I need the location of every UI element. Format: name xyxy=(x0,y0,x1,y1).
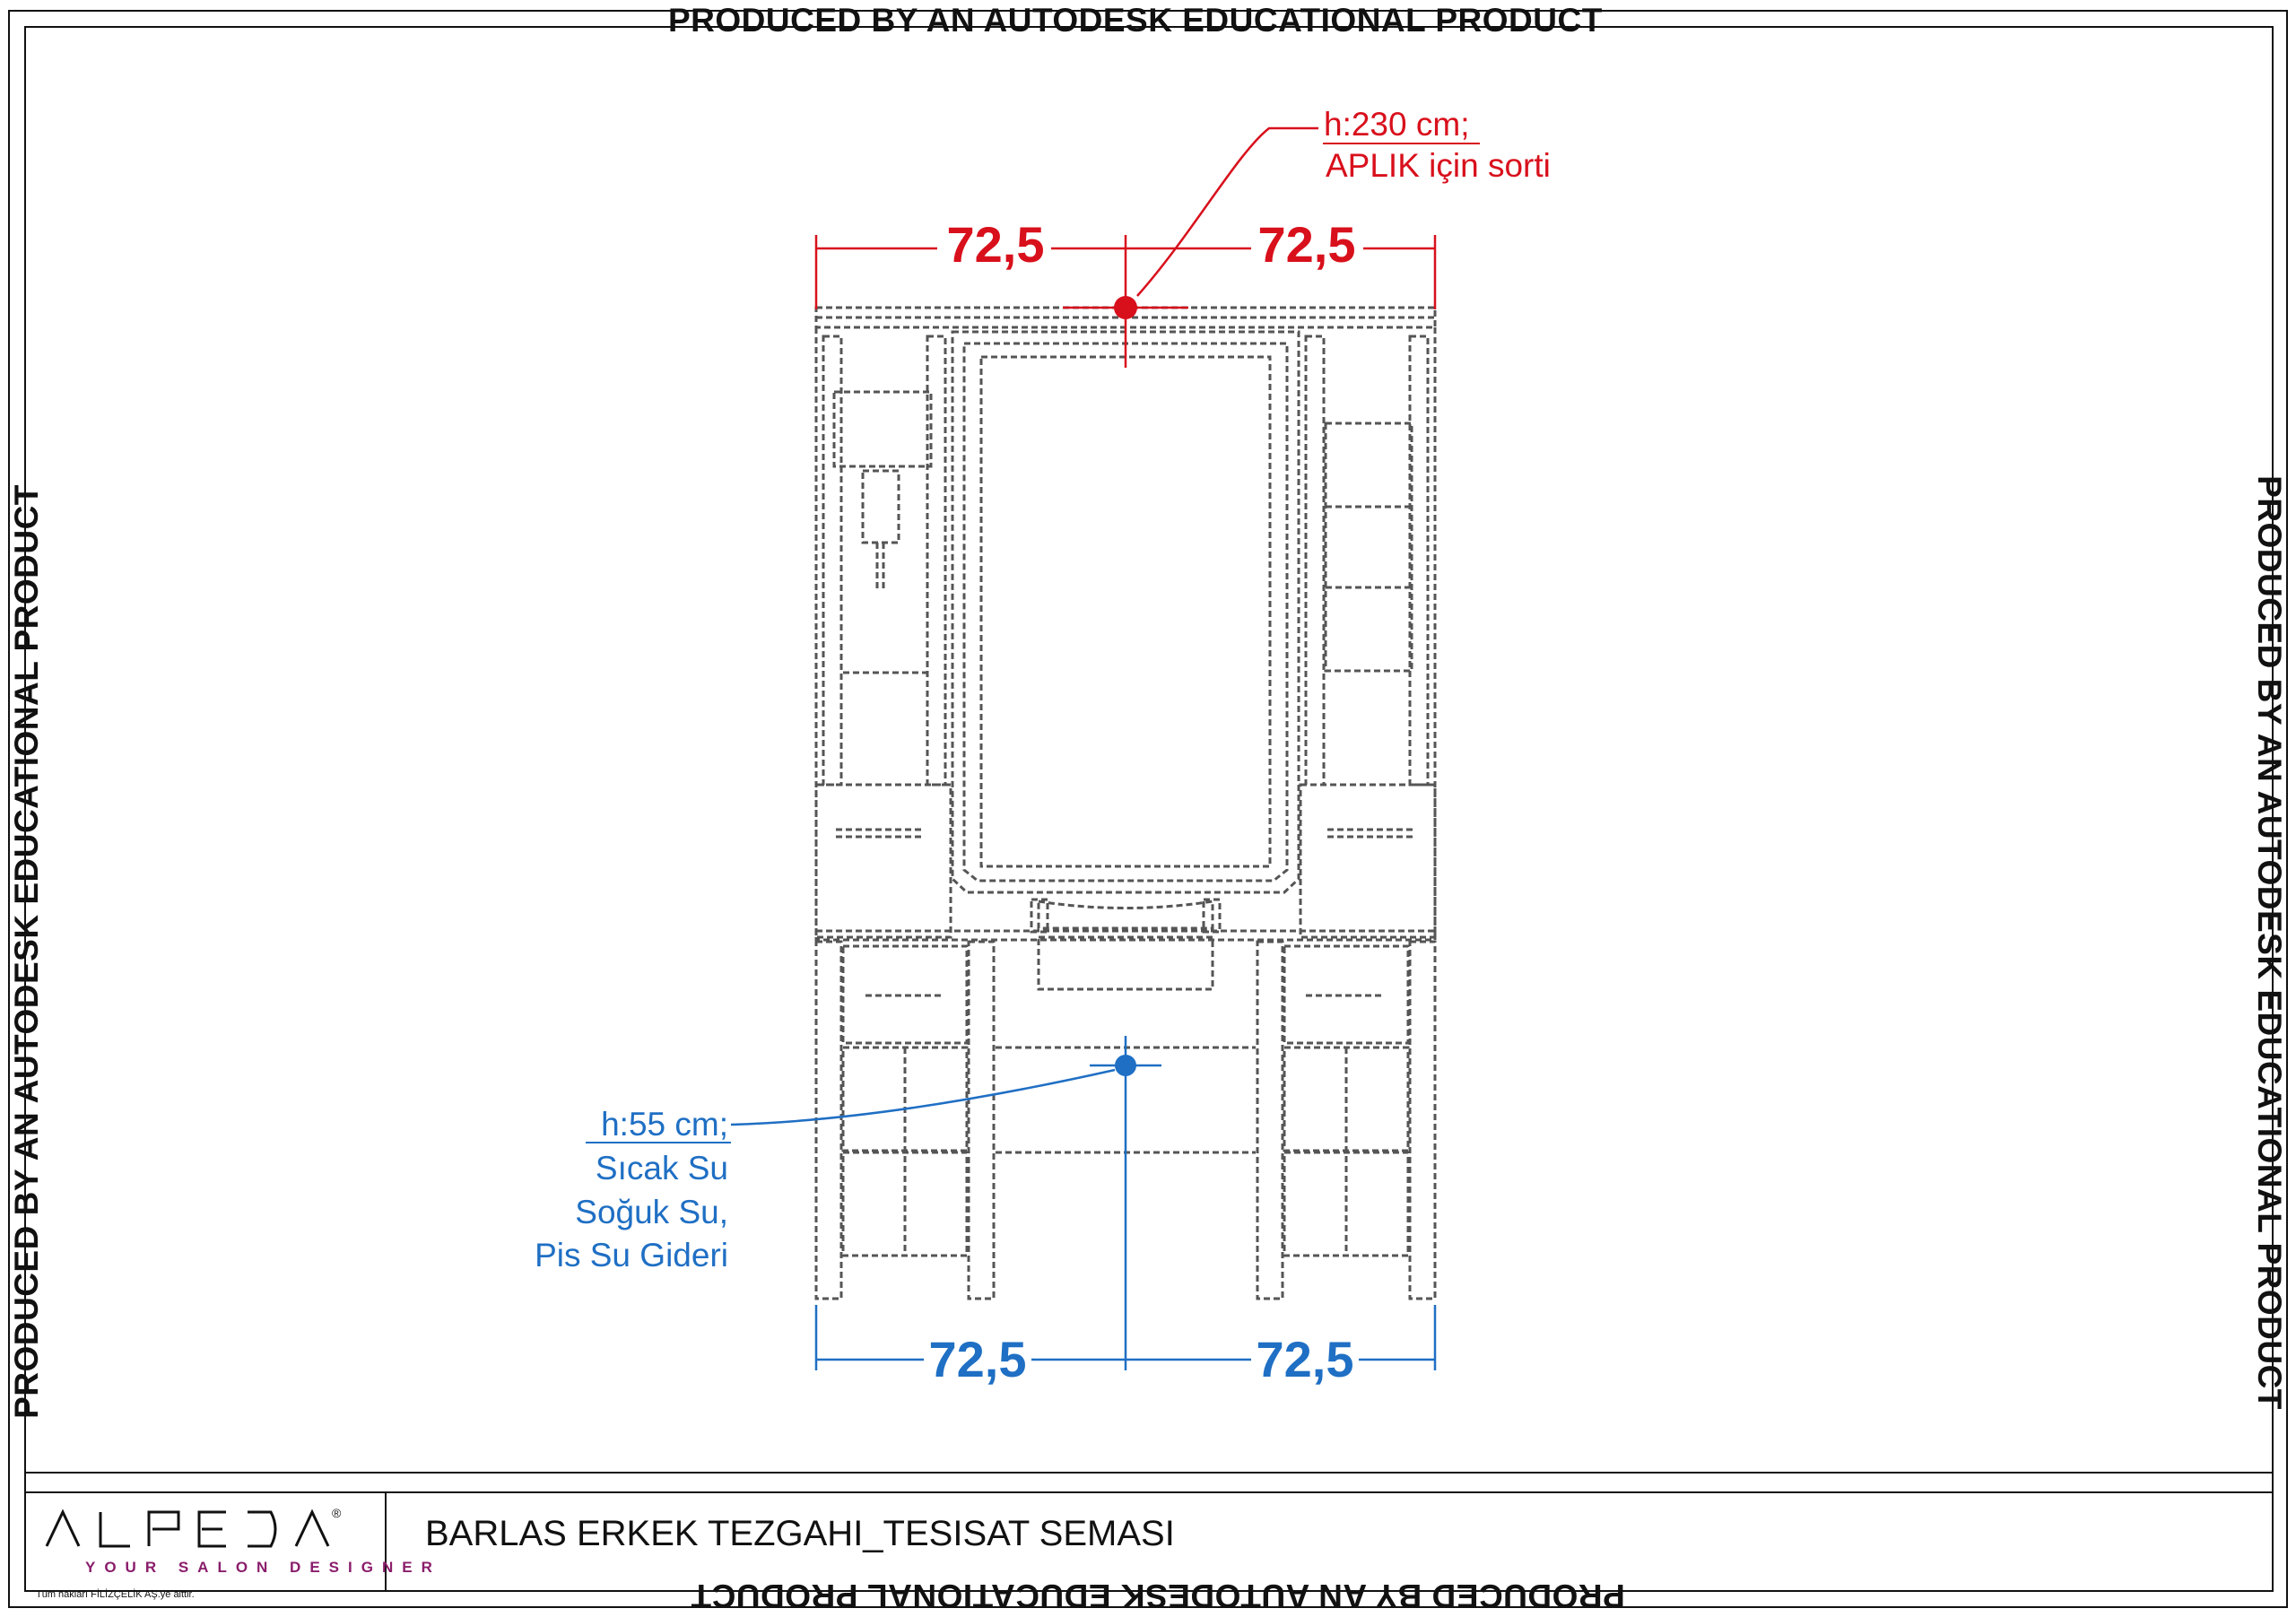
dimension-top-left: 72,5 xyxy=(946,216,1045,273)
light-outlet-marker xyxy=(1114,296,1137,319)
bottom-leader-line xyxy=(731,1070,1115,1125)
bottom-dimension-group xyxy=(816,1036,1435,1370)
bottom-note-hot-water: Sıcak Su xyxy=(595,1150,728,1187)
watermark-left: PRODUCED BY AN AUTODESK EDUCATIONAL PRODUCT xyxy=(8,484,45,1419)
bottom-note-drain: Pis Su Gideri xyxy=(535,1237,728,1274)
top-note-height: h:230 cm; xyxy=(1324,106,1470,143)
alpeda-logo-mark xyxy=(47,1512,328,1546)
watermark-top: PRODUCED BY AN AUTODESK EDUCATIONAL PRODUCT xyxy=(668,2,1603,39)
bottom-note-cold-water: Soğuk Su, xyxy=(575,1194,728,1230)
dimension-bottom-left: 72,5 xyxy=(928,1331,1027,1387)
drawing-title: BARLAS ERKEK TEZGAHI_TESISAT SEMASI xyxy=(425,1514,1175,1553)
outer-border xyxy=(9,11,2287,1607)
dimension-bottom-right: 72,5 xyxy=(1256,1331,1354,1387)
logo-registered-mark: ® xyxy=(332,1506,342,1520)
copyright-note: Tüm hakları FİLİZÇELİK AŞ.ye aittir. xyxy=(36,1589,195,1600)
logo-tagline: YOUR SALON DESIGNER xyxy=(85,1559,441,1576)
inner-border xyxy=(25,27,2273,1591)
bottom-note-height: h:55 cm; xyxy=(601,1106,728,1143)
watermark-bottom: PRODUCED BY AN AUTODESK EDUCATIONAL PRODUCT xyxy=(691,1578,1625,1614)
dimension-top-right: 72,5 xyxy=(1257,216,1356,273)
top-note-label: APLIK için sorti xyxy=(1326,147,1551,184)
watermark-right: PRODUCED BY AN AUTODESK EDUCATIONAL PRODUCT xyxy=(2251,475,2288,1410)
water-outlet-marker xyxy=(1115,1055,1136,1076)
